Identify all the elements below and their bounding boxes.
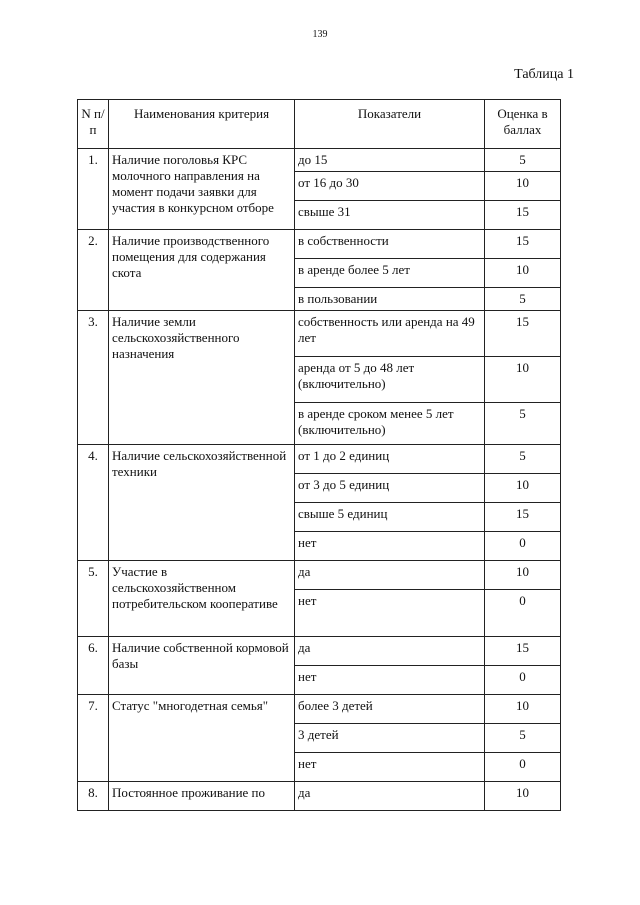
- table-row: [78, 695, 561, 724]
- score-cell: 15: [485, 311, 561, 357]
- indicator-cell: в аренде сроком менее 5 лет (включительно): [295, 403, 485, 445]
- criterion-number: 7.: [78, 695, 109, 782]
- score-cell: 15: [485, 230, 561, 259]
- criteria-table: [77, 99, 561, 811]
- criterion-number: 2.: [78, 230, 109, 311]
- indicator-cell: аренда от 5 до 48 лет (включительно): [295, 357, 485, 403]
- score-cell: 15: [485, 503, 561, 532]
- score-cell: 0: [485, 666, 561, 695]
- table-header-row: [78, 100, 561, 149]
- score-cell: 0: [485, 532, 561, 561]
- score-cell: 10: [485, 357, 561, 403]
- criterion-number: 1.: [78, 149, 109, 230]
- table-row: [78, 149, 561, 172]
- indicator-cell: свыше 31: [295, 201, 485, 230]
- score-cell: 15: [485, 201, 561, 230]
- indicator-cell: нет: [295, 590, 485, 637]
- score-cell: 10: [485, 474, 561, 503]
- indicator-cell: да: [295, 782, 485, 811]
- header-indicators: Показатели: [295, 100, 485, 149]
- indicator-cell: в собственности: [295, 230, 485, 259]
- score-cell: 10: [485, 695, 561, 724]
- criterion-number: 4.: [78, 445, 109, 561]
- indicator-cell: от 16 до 30: [295, 172, 485, 201]
- score-cell: 10: [485, 561, 561, 590]
- score-cell: 5: [485, 288, 561, 311]
- criterion-name: Наличие производственного помещения для содержания скота: [109, 230, 295, 311]
- indicator-cell: нет: [295, 666, 485, 695]
- criterion-number: 6.: [78, 637, 109, 695]
- score-cell: 5: [485, 445, 561, 474]
- score-cell: 0: [485, 753, 561, 782]
- table-caption: Таблица 1: [514, 67, 574, 82]
- indicator-cell: в аренде более 5 лет: [295, 259, 485, 288]
- criterion-name: Постоянное проживание по: [109, 782, 295, 811]
- criterion-number: 5.: [78, 561, 109, 637]
- indicator-cell: от 1 до 2 единиц: [295, 445, 485, 474]
- table-row: [78, 445, 561, 474]
- criterion-name: Статус "многодетная семья": [109, 695, 295, 782]
- score-cell: 5: [485, 403, 561, 445]
- indicator-cell: да: [295, 637, 485, 666]
- table-row: [78, 782, 561, 811]
- header-score: Оценка в баллах: [485, 100, 561, 149]
- score-cell: 0: [485, 590, 561, 637]
- score-cell: 5: [485, 149, 561, 172]
- indicator-cell: нет: [295, 753, 485, 782]
- indicator-cell: до 15: [295, 149, 485, 172]
- indicator-cell: более 3 детей: [295, 695, 485, 724]
- indicator-cell: собственность или аренда на 49 лет: [295, 311, 485, 357]
- table-row: [78, 561, 561, 590]
- table-row: [78, 230, 561, 259]
- criterion-name: Наличие собственной кормовой базы: [109, 637, 295, 695]
- indicator-cell: от 3 до 5 единиц: [295, 474, 485, 503]
- score-cell: 5: [485, 724, 561, 753]
- indicator-cell: нет: [295, 532, 485, 561]
- indicator-cell: свыше 5 единиц: [295, 503, 485, 532]
- criterion-name: Наличие сельскохозяйственной техники: [109, 445, 295, 561]
- indicator-cell: 3 детей: [295, 724, 485, 753]
- page-number: 139: [312, 29, 328, 40]
- header-criterion-name: Наименования критерия: [109, 100, 295, 149]
- score-cell: 15: [485, 637, 561, 666]
- criterion-name: Участие в сельскохозяйственном потребительском кооперативе: [109, 561, 295, 637]
- criterion-number: 8.: [78, 782, 109, 811]
- criterion-name: Наличие земли сельскохозяйственного назначения: [109, 311, 295, 445]
- table-body: [78, 149, 561, 811]
- header-num: N п/п: [78, 100, 109, 149]
- criterion-number: 3.: [78, 311, 109, 445]
- criterion-name: Наличие поголовья КРС молочного направления на момент подачи заявки для участия в конкурсном отборе: [109, 149, 295, 230]
- indicator-cell: в пользовании: [295, 288, 485, 311]
- indicator-cell: да: [295, 561, 485, 590]
- score-cell: 10: [485, 172, 561, 201]
- table-row: [78, 637, 561, 666]
- score-cell: 10: [485, 782, 561, 811]
- table-row: [78, 311, 561, 357]
- score-cell: 10: [485, 259, 561, 288]
